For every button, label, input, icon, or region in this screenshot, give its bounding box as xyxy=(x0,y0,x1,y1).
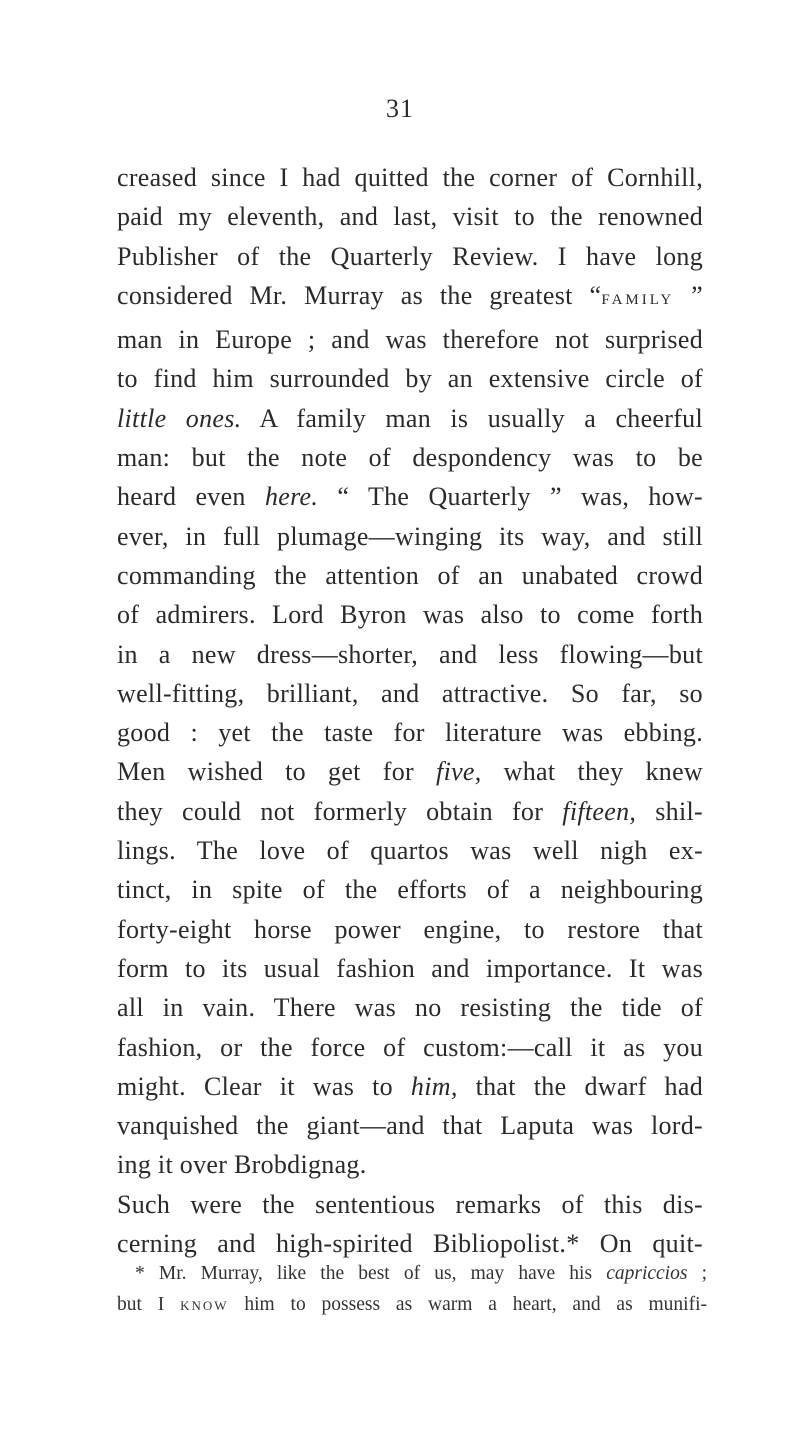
text-line: man in Europe ; and was therefore not surprised xyxy=(117,325,703,355)
text-line: to find him surrounded by an extensive circle of xyxy=(117,364,703,394)
italic-word: here. xyxy=(264,482,319,512)
text-line: tinct, in spite of the efforts of a neighbouring xyxy=(117,875,703,905)
text-segment: ” xyxy=(691,280,703,310)
body-text xyxy=(117,158,703,1263)
text-line: Such were the sententious remarks of this dis- xyxy=(117,1189,703,1219)
text-line: well-fitting, brilliant, and attractive. So far, so xyxy=(117,678,703,708)
text-line: fashion, or the force of custom:—call it as you xyxy=(117,1032,703,1062)
text-line: form to its usual fashion and importance. It was xyxy=(117,953,703,983)
italic-word: him, xyxy=(410,1071,458,1101)
text-line: vanquished the giant—and that Laputa was lord- xyxy=(117,1111,703,1141)
italic-phrase: little ones. xyxy=(117,403,242,433)
text-line: in a new dress—shorter, and less flowing—but xyxy=(117,639,703,669)
footnote-line xyxy=(117,1289,707,1321)
text-line: forty-eight horse power engine, to restore that xyxy=(117,914,703,944)
text-segment: * Mr. Murray, like the best of us, may have his xyxy=(135,1263,607,1284)
text-line: lings. The love of quartos was well nigh ex- xyxy=(117,836,703,866)
text-line: of admirers. Lord Byron was also to come forth xyxy=(117,600,703,630)
text-line: ever, in full plumage—winging its way, and still xyxy=(117,521,703,551)
text-line xyxy=(117,1067,703,1106)
text-segment: “ The Quarterly ” was, how- xyxy=(318,482,704,512)
text-line: Publisher of the Quarterly Review. I have long xyxy=(117,241,703,271)
small-caps-word: FAMILY xyxy=(601,291,675,308)
text-segment: Men wished to get for xyxy=(117,757,437,787)
text-segment: they could not formerly obtain for xyxy=(117,796,563,826)
text-line xyxy=(117,399,703,438)
text-line: creased since I had quitted the corner of Cornhill, xyxy=(117,163,703,192)
small-caps-word: KNOW xyxy=(180,1298,229,1313)
footnote xyxy=(117,1258,707,1321)
text-line xyxy=(117,792,703,831)
italic-word: five, xyxy=(436,757,482,787)
italic-word: fifteen, xyxy=(562,796,637,826)
text-segment: might. Clear it was to xyxy=(117,1071,411,1101)
text-line: cerning and high-spirited Bibliopolist.* On quit- xyxy=(117,1229,703,1259)
text-line: all in vain. There was no resisting the tide of xyxy=(117,993,703,1023)
text-segment: but I xyxy=(117,1294,181,1315)
text-line: ing it over Brobdignag. xyxy=(117,1150,367,1180)
text-segment: that the dwarf had xyxy=(457,1071,703,1101)
text-segment: shil- xyxy=(636,796,703,826)
page-number: 31 xyxy=(386,94,414,123)
text-line: man: but the note of despondency was to be xyxy=(117,443,703,473)
text-line: good : yet the taste for literature was ebbing. xyxy=(117,718,703,748)
text-line xyxy=(117,752,703,791)
text-segment: what they knew xyxy=(481,757,703,787)
italic-word: capriccios xyxy=(606,1263,688,1284)
text-line xyxy=(117,477,703,516)
text-segment: considered Mr. Murray as the greatest “ xyxy=(117,280,602,310)
text-line: commanding the attention of an unabated crowd xyxy=(117,560,703,590)
text-line: paid my eleventh, and last, visit to the renowned xyxy=(117,202,703,232)
footnote-line xyxy=(117,1258,707,1289)
text-segment: him to possess as warm a heart, and as munifi- xyxy=(228,1294,707,1315)
text-segment: A family man is usually a cheerful xyxy=(241,403,703,433)
text-segment: ; xyxy=(687,1263,708,1284)
text-segment: heard even xyxy=(117,482,265,512)
text-line xyxy=(117,276,703,320)
